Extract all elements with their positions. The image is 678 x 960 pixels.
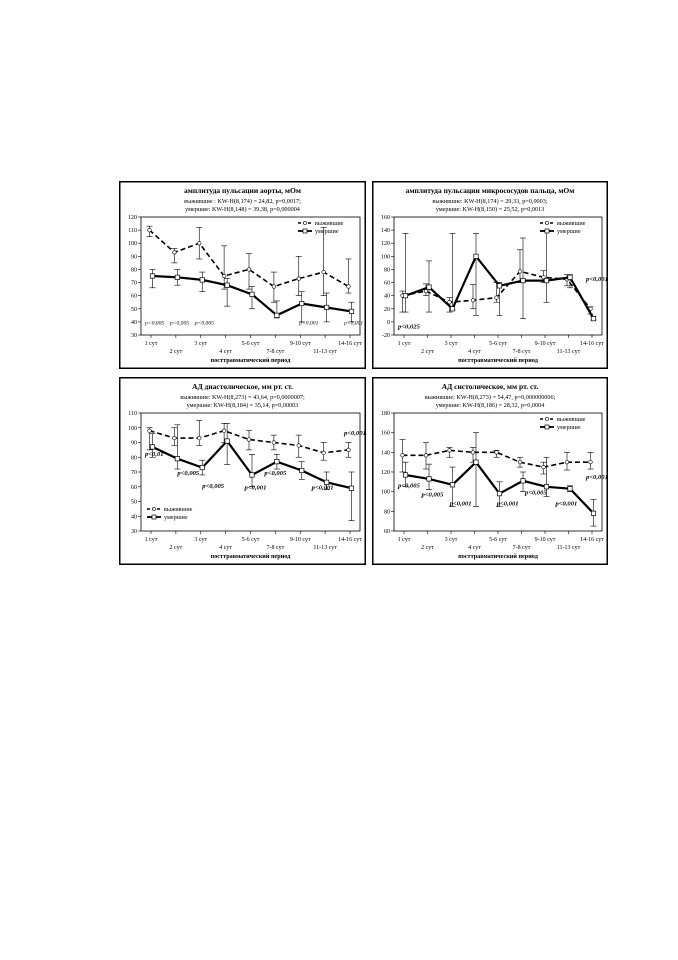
x-tick-label: 3 сут	[444, 341, 458, 347]
data-point	[403, 293, 407, 297]
legend-label: умершие	[164, 514, 188, 521]
y-tick-label: 60	[131, 293, 137, 300]
x-tick-label: 11-13 сут	[556, 545, 581, 551]
p-value-annotation: p<0,001	[586, 276, 608, 284]
data-point	[474, 254, 478, 258]
legend-marker	[303, 221, 306, 224]
data-point	[247, 438, 251, 442]
p-value-annotation: p<0,005	[421, 491, 444, 499]
chart-svg	[372, 181, 608, 369]
data-point	[542, 465, 546, 469]
data-point	[497, 491, 501, 495]
x-tick-label: 4 сут	[468, 545, 481, 551]
x-tick-label: 7-8 сут	[266, 545, 285, 551]
data-point	[518, 460, 522, 464]
x-tick-label: 14-16 сут	[580, 537, 604, 543]
x-tick-label: 9-10 сут	[289, 341, 311, 347]
x-axis-label: посттравматический период	[458, 357, 538, 364]
legend-label: выжившие	[557, 220, 586, 227]
x-axis-label: посттравматический период	[210, 357, 291, 364]
legend-label: выжившие	[557, 416, 586, 423]
x-tick-label: 4 сут	[468, 349, 481, 355]
x-tick-label: 1 сут	[397, 341, 411, 347]
stats-line: выжившие: KW-H(8,273) = 43,64, p=0,0000007;	[180, 394, 305, 401]
data-point	[518, 270, 522, 274]
y-tick-label: 180	[381, 411, 390, 417]
data-point	[450, 483, 454, 487]
y-tick-label: 40	[131, 319, 137, 326]
data-point	[275, 459, 279, 463]
data-point	[401, 453, 405, 457]
p-value-annotation: p<0,005	[202, 483, 225, 491]
x-tick-label: 14-16 сут	[580, 341, 604, 347]
p-value-annotation: p<0,005	[169, 320, 190, 327]
x-axis-label: посттравматический период	[210, 553, 291, 560]
data-point	[349, 486, 353, 490]
legend-label: умершие	[557, 424, 581, 431]
y-tick-label: 70	[131, 280, 137, 287]
x-tick-label: 1 сут	[144, 537, 158, 543]
data-point	[150, 445, 154, 449]
legend-label: умершие	[315, 228, 339, 235]
data-point	[275, 313, 279, 317]
chart-title: АД диастолическое, мм рт. ст.	[192, 382, 293, 391]
data-point	[591, 511, 595, 515]
y-tick-label: 60	[384, 280, 390, 287]
x-tick-label: 11-13 сут	[556, 349, 581, 355]
p-value-annotation: p<0,001	[299, 320, 319, 327]
data-point	[197, 436, 201, 440]
y-tick-label: -20	[382, 333, 390, 339]
y-tick-label: 20	[384, 306, 390, 313]
chart-svg	[119, 181, 366, 369]
y-tick-label: 140	[381, 228, 390, 235]
x-tick-label: 5-6 сут	[241, 341, 260, 347]
y-tick-label: 40	[131, 514, 137, 521]
legend-label: выжившие	[164, 506, 193, 513]
y-tick-label: 30	[131, 333, 137, 339]
y-tick-label: 80	[384, 267, 390, 274]
y-tick-label: 160	[381, 430, 390, 437]
x-tick-label: 9-10 сут	[289, 537, 311, 543]
legend-marker	[303, 229, 307, 233]
data-point	[222, 274, 226, 278]
y-tick-label: 90	[131, 440, 137, 447]
data-point	[200, 278, 204, 282]
x-tick-label: 2 сут	[421, 545, 434, 551]
p-value-annotation: p<0,001	[555, 500, 578, 508]
x-tick-label: 1 сут	[397, 537, 411, 543]
x-tick-label: 4 сут	[219, 545, 232, 551]
y-tick-label: 90	[131, 254, 137, 261]
data-point	[175, 275, 179, 279]
data-point	[589, 460, 593, 464]
chart-svg	[119, 377, 366, 565]
data-point	[471, 298, 475, 302]
data-point	[424, 453, 428, 457]
y-tick-label: 100	[128, 241, 137, 248]
p-value-annotation: p<0,025	[398, 323, 420, 331]
y-tick-label: 120	[381, 470, 390, 476]
p-value-annotation: p<0,01	[145, 450, 164, 458]
panel-systolic-pressure	[372, 377, 608, 565]
x-tick-label: 9-10 сут	[534, 341, 556, 347]
y-tick-label: 40	[384, 293, 390, 300]
data-point	[272, 441, 276, 445]
legend-marker	[152, 515, 156, 519]
chart-svg	[372, 377, 608, 565]
data-point	[225, 283, 229, 287]
p-value-annotation: p<0,001	[244, 484, 267, 492]
data-point	[148, 429, 152, 433]
data-point	[200, 465, 204, 469]
data-point	[448, 449, 452, 453]
data-point	[495, 296, 499, 300]
data-point	[349, 309, 353, 313]
data-point	[300, 468, 304, 472]
legend-marker	[152, 507, 155, 510]
y-tick-label: 120	[128, 215, 137, 221]
data-point	[591, 316, 595, 320]
legend-label: умершие	[557, 228, 581, 235]
stats-line: выжившие : KW-H(8,174) = 24,82, p=0,0017;	[184, 198, 301, 205]
data-point	[544, 485, 548, 489]
x-tick-label: 5-6 сут	[489, 537, 507, 543]
data-point	[347, 285, 351, 289]
stats-line: выжившие: KW-H(8,174) = 29,33, p=0,0003;	[432, 198, 548, 205]
data-point	[450, 307, 454, 311]
y-tick-label: 110	[128, 228, 137, 235]
chart-title: амплитуда пульсации микрососудов пальца, мОм	[405, 186, 575, 195]
data-point	[322, 451, 326, 455]
data-point	[247, 268, 251, 272]
figure	[119, 181, 608, 569]
x-tick-label: 1 сут	[144, 341, 158, 347]
data-point	[521, 278, 525, 282]
x-tick-label: 5-6 сут	[241, 537, 260, 543]
data-point	[297, 277, 301, 281]
x-tick-label: 7-8 сут	[266, 349, 285, 355]
p-value-annotation: p<0,001	[496, 500, 519, 508]
p-value-annotation: p<0,001	[344, 430, 366, 438]
x-tick-label: 5-6 сут	[489, 341, 507, 347]
x-tick-label: 11-13 сут	[313, 545, 337, 551]
x-tick-label: 11-13 сут	[313, 349, 337, 355]
y-tick-label: 160	[381, 215, 390, 221]
data-point	[272, 285, 276, 289]
legend-marker	[545, 229, 549, 233]
data-point	[427, 477, 431, 481]
x-tick-label: 3 сут	[194, 537, 208, 543]
data-point	[297, 444, 301, 448]
legend-marker	[545, 417, 548, 420]
x-tick-label: 14-16 сут	[338, 537, 362, 543]
p-value-annotation: p<0,001	[344, 320, 364, 327]
data-point	[474, 460, 478, 464]
data-point	[322, 270, 326, 274]
stats-line: умершие: KW-H(8,184) = 35,14, p=0,00003	[186, 402, 299, 409]
x-axis-label: посттравматический период	[458, 553, 538, 560]
y-tick-label: 60	[384, 529, 390, 535]
y-tick-label: 30	[131, 529, 137, 535]
y-tick-label: 0	[387, 319, 390, 326]
x-tick-label: 7-8 сут	[512, 545, 531, 551]
y-tick-label: 100	[381, 489, 390, 496]
p-value-annotation: p<0,005	[177, 469, 200, 477]
data-point	[347, 448, 351, 452]
p-value-annotation: p<0,001	[449, 500, 472, 508]
panel-diastolic-pressure	[119, 377, 366, 565]
x-tick-label: 2 сут	[169, 349, 183, 355]
x-tick-label: 9-10 сут	[534, 537, 556, 543]
y-tick-label: 110	[128, 411, 137, 417]
y-tick-label: 80	[131, 455, 137, 462]
p-value-annotation: p<0,005	[145, 320, 165, 327]
data-point	[544, 278, 548, 282]
x-tick-label: 2 сут	[169, 545, 183, 551]
y-tick-label: 120	[381, 241, 390, 248]
data-point	[403, 473, 407, 477]
data-point	[197, 241, 201, 245]
chart-title: АД систолическое, мм рт. ст.	[441, 382, 539, 391]
p-value-annotation: p<0,001	[311, 484, 334, 492]
data-point	[427, 285, 431, 289]
p-value-annotation: p<0,005	[398, 482, 420, 490]
p-value-annotation: p<0,005	[194, 320, 214, 327]
legend-marker	[545, 425, 549, 429]
data-point	[150, 274, 154, 278]
data-point	[568, 487, 572, 491]
data-point	[250, 473, 254, 477]
data-point	[173, 436, 177, 440]
y-tick-label: 80	[384, 509, 390, 516]
stats-line: выжившие: KW-H(8,273) = 54,47, p=0,000000006;	[424, 394, 556, 401]
y-tick-label: 50	[131, 306, 137, 313]
data-point	[521, 479, 525, 483]
data-point	[471, 451, 475, 455]
data-point	[175, 457, 179, 461]
stats-line: умершие: KW-H(8,150) = 25,52, p=0,0013	[435, 206, 545, 213]
y-tick-label: 80	[131, 267, 137, 274]
x-tick-label: 14-16 сут	[338, 341, 362, 347]
x-tick-label: 7-8 сут	[512, 349, 531, 355]
y-tick-label: 100	[128, 425, 137, 432]
y-tick-label: 60	[131, 484, 137, 491]
data-point	[250, 292, 254, 296]
stats-line: умершие: KW-H(8,186) = 28,32, p=0,0004	[435, 402, 545, 409]
data-point	[495, 451, 499, 455]
data-point	[497, 284, 501, 288]
data-point	[565, 460, 569, 464]
p-value-annotation: p<0,005	[264, 469, 287, 477]
panel-aorta-pulse-amplitude	[119, 181, 366, 369]
data-point	[225, 439, 229, 443]
data-point	[148, 228, 152, 232]
x-tick-label: 3 сут	[194, 341, 208, 347]
x-tick-label: 4 сут	[219, 349, 232, 355]
data-point	[173, 251, 177, 255]
data-point	[222, 429, 226, 433]
data-point	[568, 275, 572, 279]
y-tick-label: 50	[131, 499, 137, 506]
p-value-annotation: p<0,005	[524, 489, 547, 497]
p-value-annotation: p<0,001	[586, 473, 608, 481]
x-tick-label: 2 сут	[421, 349, 434, 355]
legend-label: выжившие	[315, 220, 344, 227]
y-tick-label: 140	[381, 450, 390, 457]
chart-title: амплитуда пульсации аорты, мОм	[184, 186, 301, 195]
stats-line: умершие: KW-H(8,148) = 39,38, p=0,000004	[185, 206, 300, 213]
x-tick-label: 3 сут	[444, 537, 458, 543]
legend-marker	[545, 221, 548, 224]
y-tick-label: 100	[381, 254, 390, 261]
y-tick-label: 70	[131, 470, 137, 476]
data-point	[324, 305, 328, 309]
data-point	[300, 301, 304, 305]
panel-finger-microvessel-pulse-amplitude	[372, 181, 608, 369]
